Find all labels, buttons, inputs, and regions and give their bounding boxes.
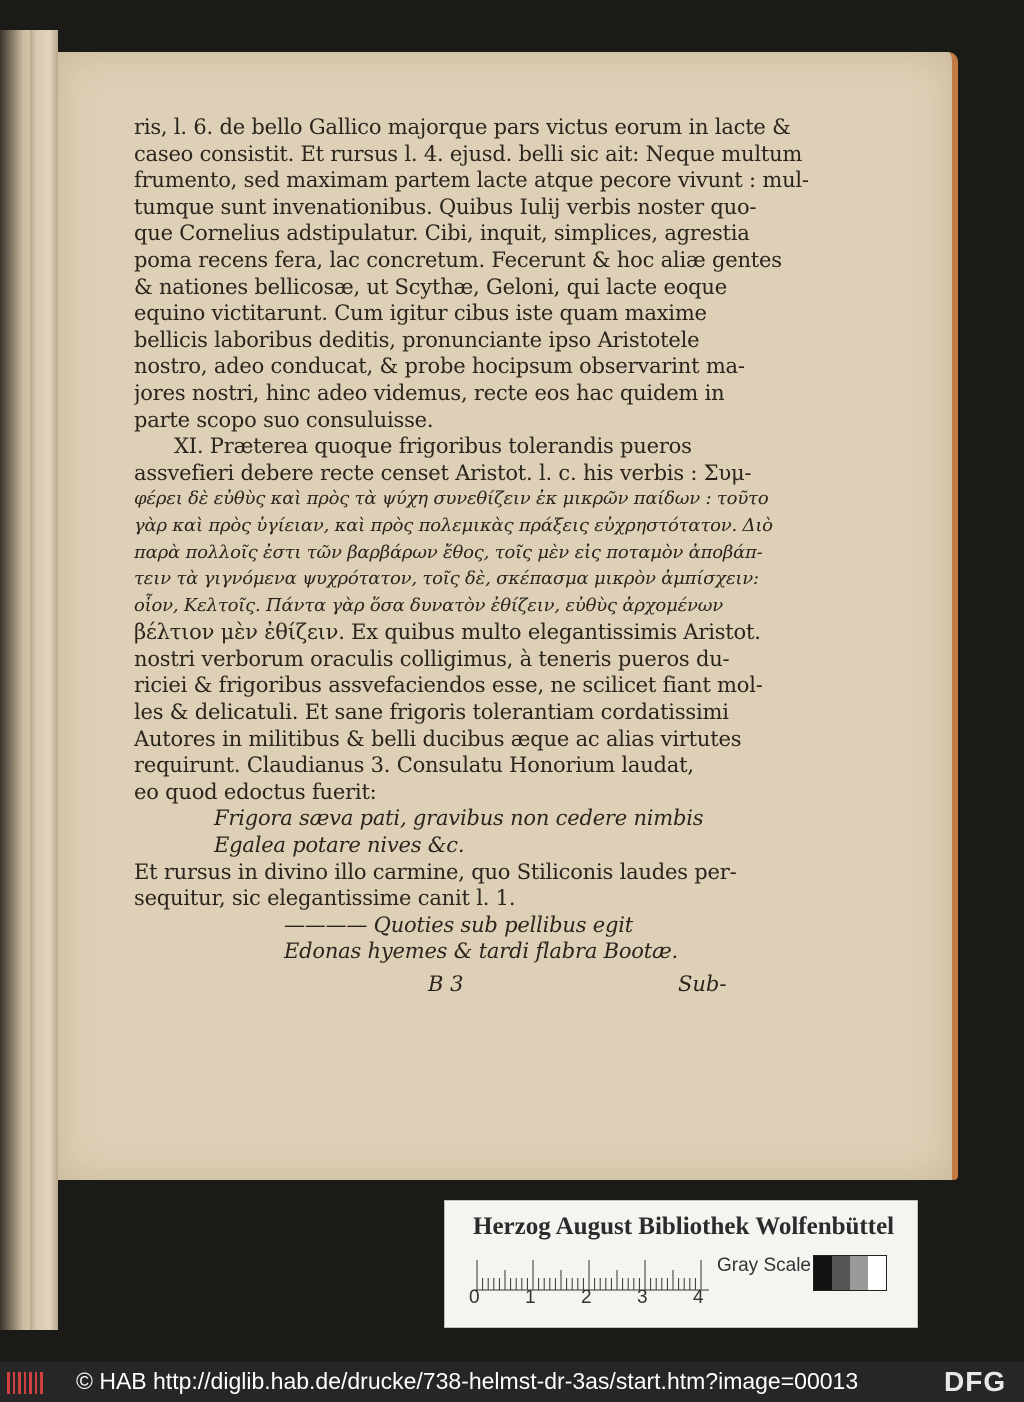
- catchword: Sub-: [678, 972, 727, 996]
- text-line: requirunt. Claudianus 3. Consulatu Honorium laudat,: [134, 753, 694, 778]
- text-line: eo quod edoctus fuerit:: [134, 779, 377, 804]
- text-line: nostri verborum oraculis colligimus, à teneris pueros du-: [134, 646, 730, 671]
- paragraph-1: [134, 114, 814, 433]
- text-line: Frigora sæva pati, gravibus non cedere nimbis: [214, 806, 704, 831]
- dfg-logo: DFG: [944, 1366, 1007, 1397]
- text-line: equino victitarunt. Cum igitur cibus iste quam maxime: [134, 301, 707, 326]
- source-url: © HAB http://diglib.hab.de/drucke/738-helmst-dr-3as/start.htm?image=00013: [76, 1368, 859, 1394]
- text-line: ———— Quoties sub pellibus egit: [284, 912, 633, 937]
- text-line: βέλτιον μὲν ἐθίζειν. Ex quibus multo elegantissimis Aristot.: [134, 620, 761, 645]
- text-line: & nationes bellicosæ, ut Scythæ, Geloni, qui lacte eoque: [134, 274, 727, 299]
- text-line: Edonas hyemes & tardi flabra Bootæ.: [284, 939, 678, 964]
- paragraph-2: [134, 433, 814, 486]
- gray-scale-bar: [813, 1255, 887, 1291]
- text-line: bellicis laboribus deditis, pronunciante ipso Aristotele: [134, 327, 700, 352]
- text-line: οἷον, Κελτοῖς. Πάντα γὰρ ὅσα δυνατὸν ἐθίζειν, εὐθὺς ἀρχομένων: [134, 594, 723, 616]
- paragraph-3: [134, 859, 814, 912]
- greek-quote: [134, 486, 814, 619]
- text-line: tumque sunt invenationibus. Quibus Iulij verbis noster quo-: [134, 194, 757, 219]
- footer-bar: [0, 1362, 1024, 1402]
- ruler-number: 4: [693, 1287, 704, 1308]
- library-name: Herzog August Bibliothek Wolfenbüttel: [473, 1213, 895, 1240]
- text-line: Et rursus in divino illo carmine, quo Stiliconis laudes per-: [134, 859, 737, 884]
- text-line: τειν τὰ γιγνόμενα ψυχρότατον, τοῖς δὲ, σκέπασμα μικρὸν ἀμπίσχειν:: [134, 568, 759, 590]
- text-line: que Cornelius adstipulatur. Cibi, inquit, simplices, agrestia: [134, 221, 750, 246]
- ruler-number: 1: [525, 1287, 536, 1308]
- book-page: [58, 52, 958, 1180]
- gray-swatch: [814, 1256, 832, 1290]
- verse-quote-2: [134, 912, 814, 965]
- text-line: jores nostri, hinc adeo videmus, recte eos hac quidem in: [134, 380, 725, 405]
- gray-swatch: [868, 1256, 886, 1290]
- text-line: poma recens fera, lac concretum. Fecerunt & hoc aliæ gentes: [134, 247, 782, 272]
- gray-scale-label: Gray Scale: [717, 1255, 811, 1276]
- text-line: caseo consistit. Et rursus l. 4. ejusd. belli sic ait: Neque multum: [134, 141, 803, 166]
- text-line: frumento, sed maximam partem lacte atque pecore vivunt : mul-: [134, 168, 809, 193]
- gray-swatch: [850, 1256, 868, 1290]
- color-reference-card: [444, 1200, 918, 1328]
- text-line: Egalea potare nives &c.: [214, 833, 465, 858]
- text-line: parte scopo suo consuluisse.: [134, 407, 434, 432]
- ruler-number: 3: [637, 1287, 648, 1308]
- page-text: [134, 114, 814, 965]
- text-line: παρὰ πολλοῖς ἐστι τῶν βαρβάρων ἔθος, τοῖς μὲν εἰς ποταμὸν ἀποβάπ-: [134, 541, 763, 563]
- text-line: riciei & frigoribus assvefaciendos esse, ne scilicet fiant mol-: [134, 673, 763, 698]
- text-line: assvefieri debere recte censet Aristot. l. c. his verbis : Συμ-: [134, 460, 752, 485]
- ruler-scale: [473, 1257, 709, 1291]
- gray-swatch: [832, 1256, 850, 1290]
- text-line: Autores in militibus & belli ducibus æque ac alias virtutes: [134, 726, 742, 751]
- text-line: nostro, adeo conducat, & probe hocipsum observarint ma-: [134, 354, 745, 379]
- ruler-number: 2: [581, 1287, 592, 1308]
- text-line: φέρει δὲ εὐθὺς καὶ πρὸς τὰ ψύχη συνεθίζειν ἐκ μικρῶν παίδων : τοῦτο: [134, 488, 769, 510]
- left-page-edge: [0, 30, 58, 1330]
- text-line: ris, l. 6. de bello Gallico majorque pars victus eorum in lacte &: [134, 115, 791, 139]
- verse-quote-1: [134, 805, 814, 858]
- barcode-logo-icon: [6, 1370, 44, 1396]
- text-line: les & delicatuli. Et sane frigoris tolerantiam cordatissimi: [134, 700, 729, 725]
- text-line: sequitur, sic elegantissime canit l. 1.: [134, 886, 516, 911]
- signature-mark: B 3: [428, 972, 464, 996]
- text-line: γὰρ καὶ πρὸς ὑγίειαν, καὶ πρὸς πολεμικὰς πράξεις εὐχρηστότατον. Διὸ: [134, 514, 773, 536]
- paragraph-2-continued: [134, 619, 814, 805]
- ruler-number: 0: [469, 1287, 480, 1308]
- text-line: XI. Præterea quoque frigoribus tolerandis pueros: [174, 434, 692, 459]
